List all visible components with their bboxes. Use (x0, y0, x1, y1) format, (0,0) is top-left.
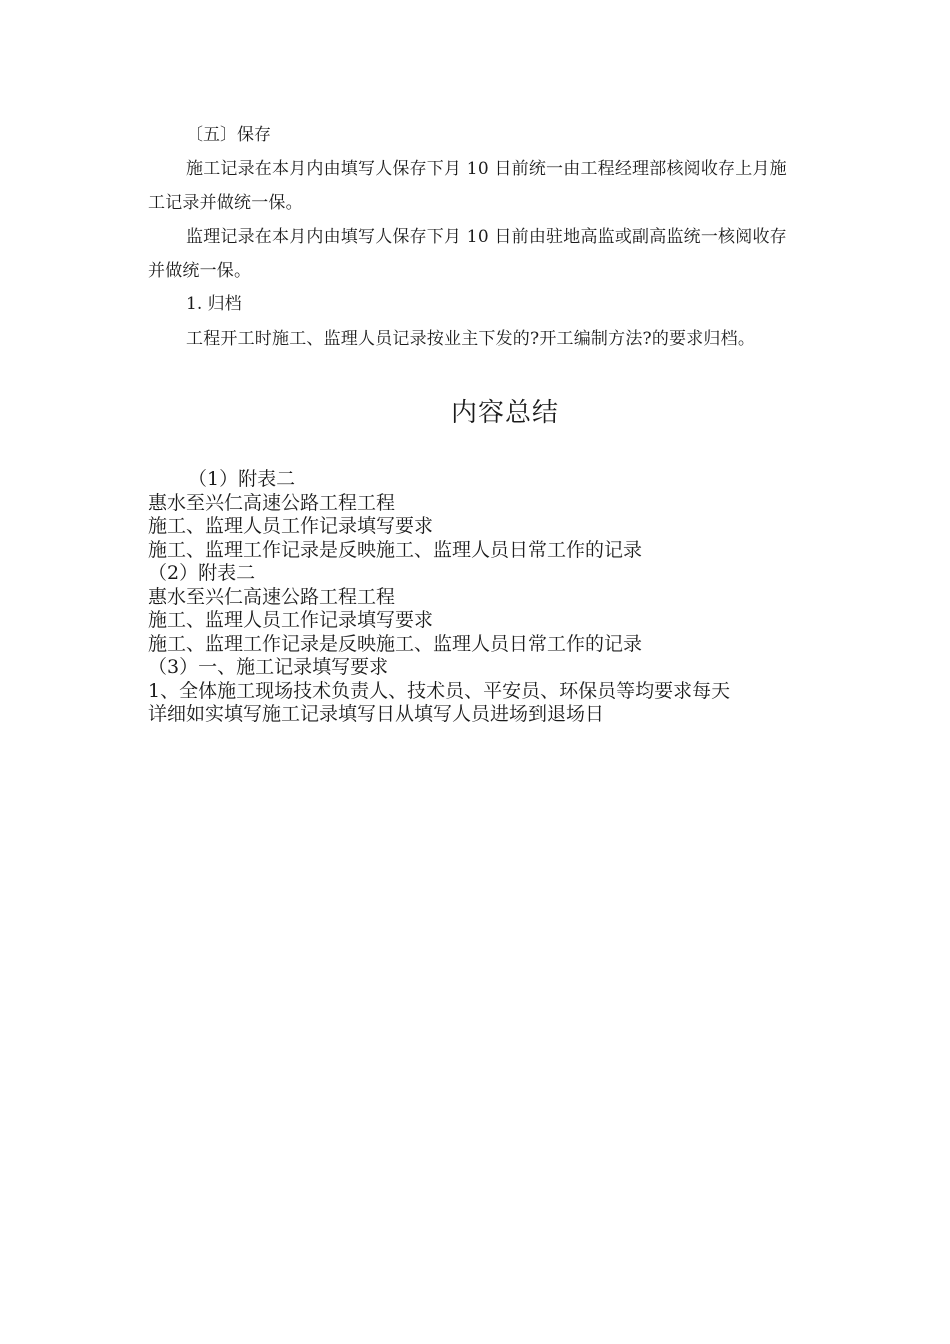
summary-line: 施工、监理人员工作记录填写要求 (148, 515, 434, 537)
summary-line: 施工、监理工作记录是反映施工、监理人员日常工作的记录 (148, 632, 643, 655)
paragraph-archive: 工程开工时施工、监理人员记录按业主下发的?开工编制方法?的要求归档。 (186, 329, 756, 349)
summary-line: 施工、监理人员工作记录填写要求 (148, 609, 434, 631)
summary-line: 1、全体施工现场技术负责人、技术员、平安员、环保员等均要求每天 (148, 679, 731, 702)
section-heading-archive: 1. 归档 (186, 294, 242, 314)
summary-line: （2）附表二 (148, 562, 256, 584)
summary-title: 内容总结 (450, 398, 559, 428)
summary-line: （1）附表二 (188, 468, 296, 490)
paragraph-supervision-record: 监理记录在本月内由填写人保存下月 10 日前由驻地高监或副高监统一核阅收存并做统一保。 (148, 227, 787, 281)
summary-line: 施工、监理工作记录是反映施工、监理人员日常工作的记录 (148, 538, 643, 561)
paragraph-construction-record: 施工记录在本月内由填写人保存下月 10 日前统一由工程经理部核阅收存上月施工记录并做统一保。 (148, 159, 787, 213)
summary-block (148, 468, 808, 727)
summary-line: （3）一、施工记录填写要求 (148, 656, 389, 678)
summary-line: 惠水至兴仁高速公路工程工程 (148, 491, 396, 514)
section-heading-save: 〔五〕保存 (186, 125, 271, 145)
summary-line: 惠水至兴仁高速公路工程工程 (148, 585, 396, 608)
summary-line: 详细如实填写施工记录填写日从填写人员进场到退场日 (148, 703, 605, 725)
